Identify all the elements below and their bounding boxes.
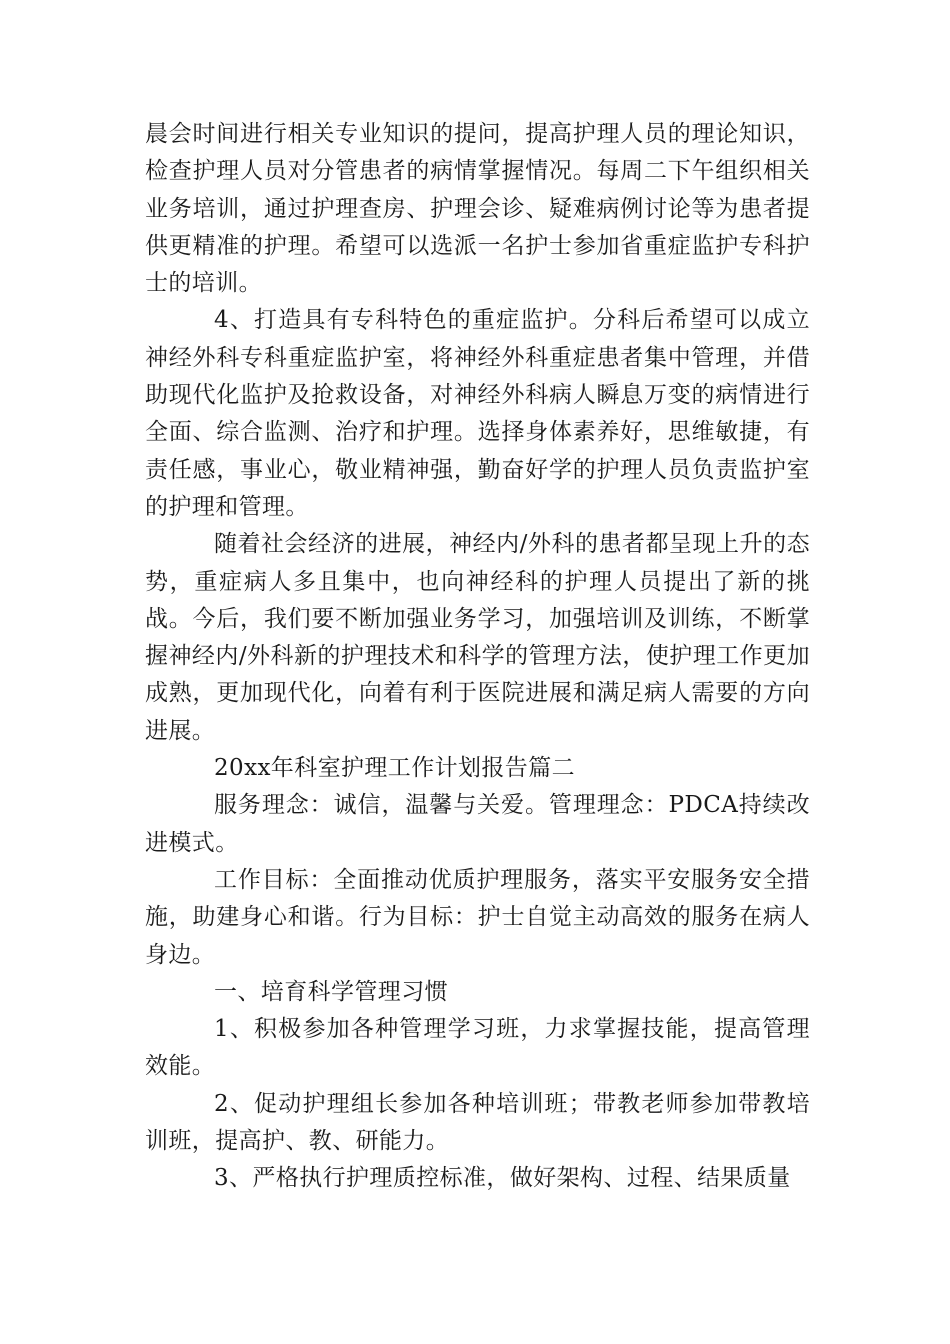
paragraph-1: 晨会时间进行相关专业知识的提问，提高护理人员的理论知识，检查护理人员对分管患者的病情掌握情况。每周二下午组织相关业务培训，通过护理查房、护理会诊、疑难病例讨论等为患者提供更精准的护理。希望可以选派一名护士参加省重症监护专科护士的培训。: [145, 121, 810, 297]
paragraph-3: 随着社会经济的进展，神经内/外科的患者都呈现上升的态势，重症病人多且集中，也向神经科的护理人员提出了新的挑战。今后，我们要不断加强业务学习，加强培训及训练，不断掌握神经内/外科新的护理技术和科学的管理方法，使护理工作更加成熟，更加现代化，向着有利于医院进展和满足病人需要的方向进展。: [145, 531, 810, 744]
section-title: 20xx年科室护理工作计划报告篇二: [214, 755, 576, 782]
list-item-3: 3、严格执行护理质控标准，做好架构、过程、结果质量: [214, 1165, 791, 1192]
paragraph-work-goal: 工作目标：全面推动优质护理服务，落实平安服务安全措施，助建身心和谐。行为目标：护士自觉主动高效的服务在病人身边。: [145, 866, 810, 968]
subheading-1: 一、培育科学管理习惯: [214, 978, 448, 1005]
document-body: [145, 116, 810, 1198]
list-item-1: 1、积极参加各种管理学习班，力求掌握技能，提高管理效能。: [145, 1016, 810, 1080]
paragraph-2: 4、打造具有专科特色的重症监护。分科后希望可以成立神经外科专科重症监护室，将神经外科重症患者集中管理，并借助现代化监护及抢救设备，对神经外科病人瞬息万变的病情进行全面、综合监测、治疗和护理。选择身体素养好，思维敏捷，有责任感，事业心，敬业精神强，勤奋好学的护理人员负责监护室的护理和管理。: [145, 307, 810, 520]
paragraph-service-concept: 服务理念：诚信，温馨与关爱。管理理念：PDCA持续改进模式。: [145, 792, 810, 856]
list-item-2: 2、促动护理组长参加各种培训班；带教老师参加带教培训班，提高护、教、研能力。: [145, 1090, 810, 1155]
